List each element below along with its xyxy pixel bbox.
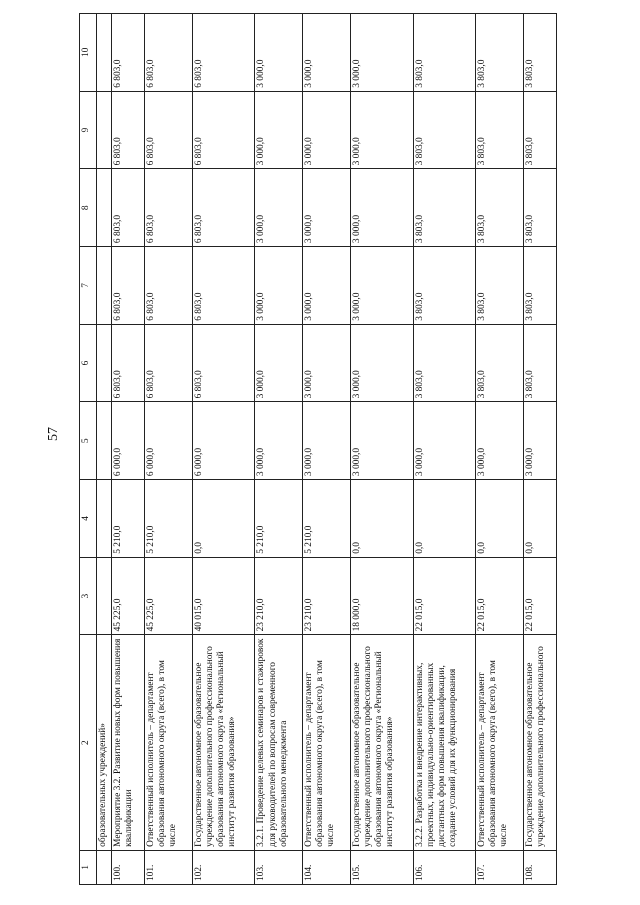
value-cell: 0,0 [413,480,475,558]
header-cell: 1 [80,850,97,884]
value-cell: 0,0 [475,480,523,558]
row-number-cell: 107. [475,850,523,884]
value-cell: 6 803,0 [145,324,193,402]
value-cell: 6 803,0 [145,14,193,92]
value-cell [97,169,112,247]
header-cell: 2 [80,635,97,850]
table-row [303,14,351,885]
header-row [80,14,97,885]
value-cell: 0,0 [523,480,556,558]
continuation-row [97,14,112,885]
value-cell: 6 803,0 [112,91,145,169]
value-cell: 45 225,0 [112,557,145,635]
value-cell [97,91,112,169]
row-number-cell: 105. [351,850,413,884]
row-number-cell: 100. [112,850,145,884]
value-cell: 3 803,0 [475,324,523,402]
value-cell: 3 803,0 [475,14,523,92]
row-name-cell: Ответственный исполнитель – департамент образования автономного округа (всего), в том числе [145,635,193,850]
value-cell: 3 000,0 [303,14,351,92]
value-cell: 6 803,0 [193,247,255,325]
value-cell: 3 803,0 [475,91,523,169]
value-cell: 3 803,0 [523,14,556,92]
value-cell: 3 000,0 [523,402,556,480]
value-cell: 6 000,0 [193,402,255,480]
value-cell: 3 803,0 [523,91,556,169]
table-row [145,14,193,885]
row-number-cell [97,850,112,884]
value-cell: 45 225,0 [145,557,193,635]
row-name-cell: 3.2.1. Проведение целевых семинаров и стажировок для руководителей по вопросам современного образовательного менеджмента [255,635,303,850]
value-cell: 3 803,0 [523,324,556,402]
value-cell: 6 803,0 [112,247,145,325]
row-number-cell: 103. [255,850,303,884]
value-cell: 3 000,0 [475,402,523,480]
table-row [112,14,145,885]
value-cell: 3 000,0 [351,169,413,247]
value-cell: 6 000,0 [145,402,193,480]
value-cell: 3 000,0 [351,14,413,92]
value-cell: 3 000,0 [303,247,351,325]
value-cell [97,480,112,558]
value-cell: 3 803,0 [413,14,475,92]
value-cell: 6 803,0 [193,324,255,402]
value-cell: 23 210,0 [303,557,351,635]
value-cell: 3 000,0 [351,91,413,169]
value-cell: 3 000,0 [351,402,413,480]
value-cell [97,402,112,480]
row-number-cell: 106. [413,850,475,884]
value-cell: 3 803,0 [523,169,556,247]
value-cell: 3 000,0 [255,14,303,92]
table-row [193,14,255,885]
value-cell: 3 000,0 [255,91,303,169]
continuation-text: образовательных учреждений» [97,635,112,850]
value-cell: 6 803,0 [112,169,145,247]
value-cell [97,14,112,92]
value-cell: 3 803,0 [413,91,475,169]
value-cell: 40 015,0 [193,557,255,635]
value-cell: 0,0 [351,480,413,558]
row-number-cell: 101. [145,850,193,884]
row-number-cell: 102. [193,850,255,884]
value-cell: 6 803,0 [193,169,255,247]
header-cell: 6 [80,324,97,402]
value-cell: 3 803,0 [523,247,556,325]
value-cell: 6 803,0 [145,247,193,325]
row-name-cell: 3.2.2. Разработка и внедрение интерактивных, проектных, индивидуально-ориентированных дистантных форм повышения квалификации, создание условий для их функционирования [413,635,475,850]
value-cell [97,557,112,635]
value-cell: 3 000,0 [255,247,303,325]
value-cell: 3 000,0 [303,402,351,480]
value-cell: 3 803,0 [413,169,475,247]
value-cell: 3 000,0 [303,91,351,169]
table-row [351,14,413,885]
table-row [523,14,556,885]
header-cell: 3 [80,557,97,635]
value-cell [97,324,112,402]
value-cell: 3 000,0 [255,402,303,480]
value-cell: 3 803,0 [413,324,475,402]
row-name-cell: Государственное автономное образовательное учреждение дополнительного профессионального образования автономного округа «Региональный институт развития образования» [351,635,413,850]
header-cell: 10 [80,14,97,92]
row-number-cell: 108. [523,850,556,884]
header-cell: 4 [80,480,97,558]
value-cell: 3 000,0 [351,247,413,325]
row-name-cell: Ответственный исполнитель – департамент образования автономного округа (всего), в том числе [475,635,523,850]
value-cell: 6 803,0 [145,169,193,247]
value-cell: 3 803,0 [475,169,523,247]
page-number: 57 [46,427,61,441]
row-name-cell: Государственное автономное образовательное учреждение дополнительного профессионального образования автономного округа «Региональный институт развития образования» [193,635,255,850]
value-cell: 22 015,0 [523,557,556,635]
row-name-cell: Государственное автономное образовательное учреждение дополнительного профессионального [523,635,556,850]
header-cell: 5 [80,402,97,480]
value-cell: 6 803,0 [193,91,255,169]
value-cell: 3 000,0 [255,324,303,402]
row-name-cell: Ответственный исполнитель – департамент образования автономного округа (всего), в том числе [303,635,351,850]
value-cell [97,247,112,325]
row-number-cell: 104. [303,850,351,884]
value-cell: 5 210,0 [145,480,193,558]
table-row [475,14,523,885]
value-cell: 0,0 [193,480,255,558]
value-cell: 5 210,0 [255,480,303,558]
value-cell: 6 803,0 [145,91,193,169]
header-cell: 9 [80,91,97,169]
table-row [255,14,303,885]
header-cell: 7 [80,247,97,325]
value-cell: 3 000,0 [303,324,351,402]
value-cell: 3 803,0 [475,247,523,325]
value-cell: 5 210,0 [112,480,145,558]
value-cell: 22 015,0 [413,557,475,635]
value-cell: 3 000,0 [413,402,475,480]
row-name-cell: Мероприятие 3.2. Развитие новых форм повышения квалификации [112,635,145,850]
value-cell: 3 000,0 [303,169,351,247]
value-cell: 6 803,0 [193,14,255,92]
budget-table [79,13,557,885]
value-cell: 5 210,0 [303,480,351,558]
value-cell: 22 015,0 [475,557,523,635]
value-cell: 18 000,0 [351,557,413,635]
value-cell: 6 803,0 [112,14,145,92]
table-row [413,14,475,885]
value-cell: 6 803,0 [112,324,145,402]
value-cell: 6 000,0 [112,402,145,480]
value-cell: 23 210,0 [255,557,303,635]
value-cell: 3 000,0 [255,169,303,247]
value-cell: 3 000,0 [351,324,413,402]
header-cell: 8 [80,169,97,247]
value-cell: 3 803,0 [413,247,475,325]
